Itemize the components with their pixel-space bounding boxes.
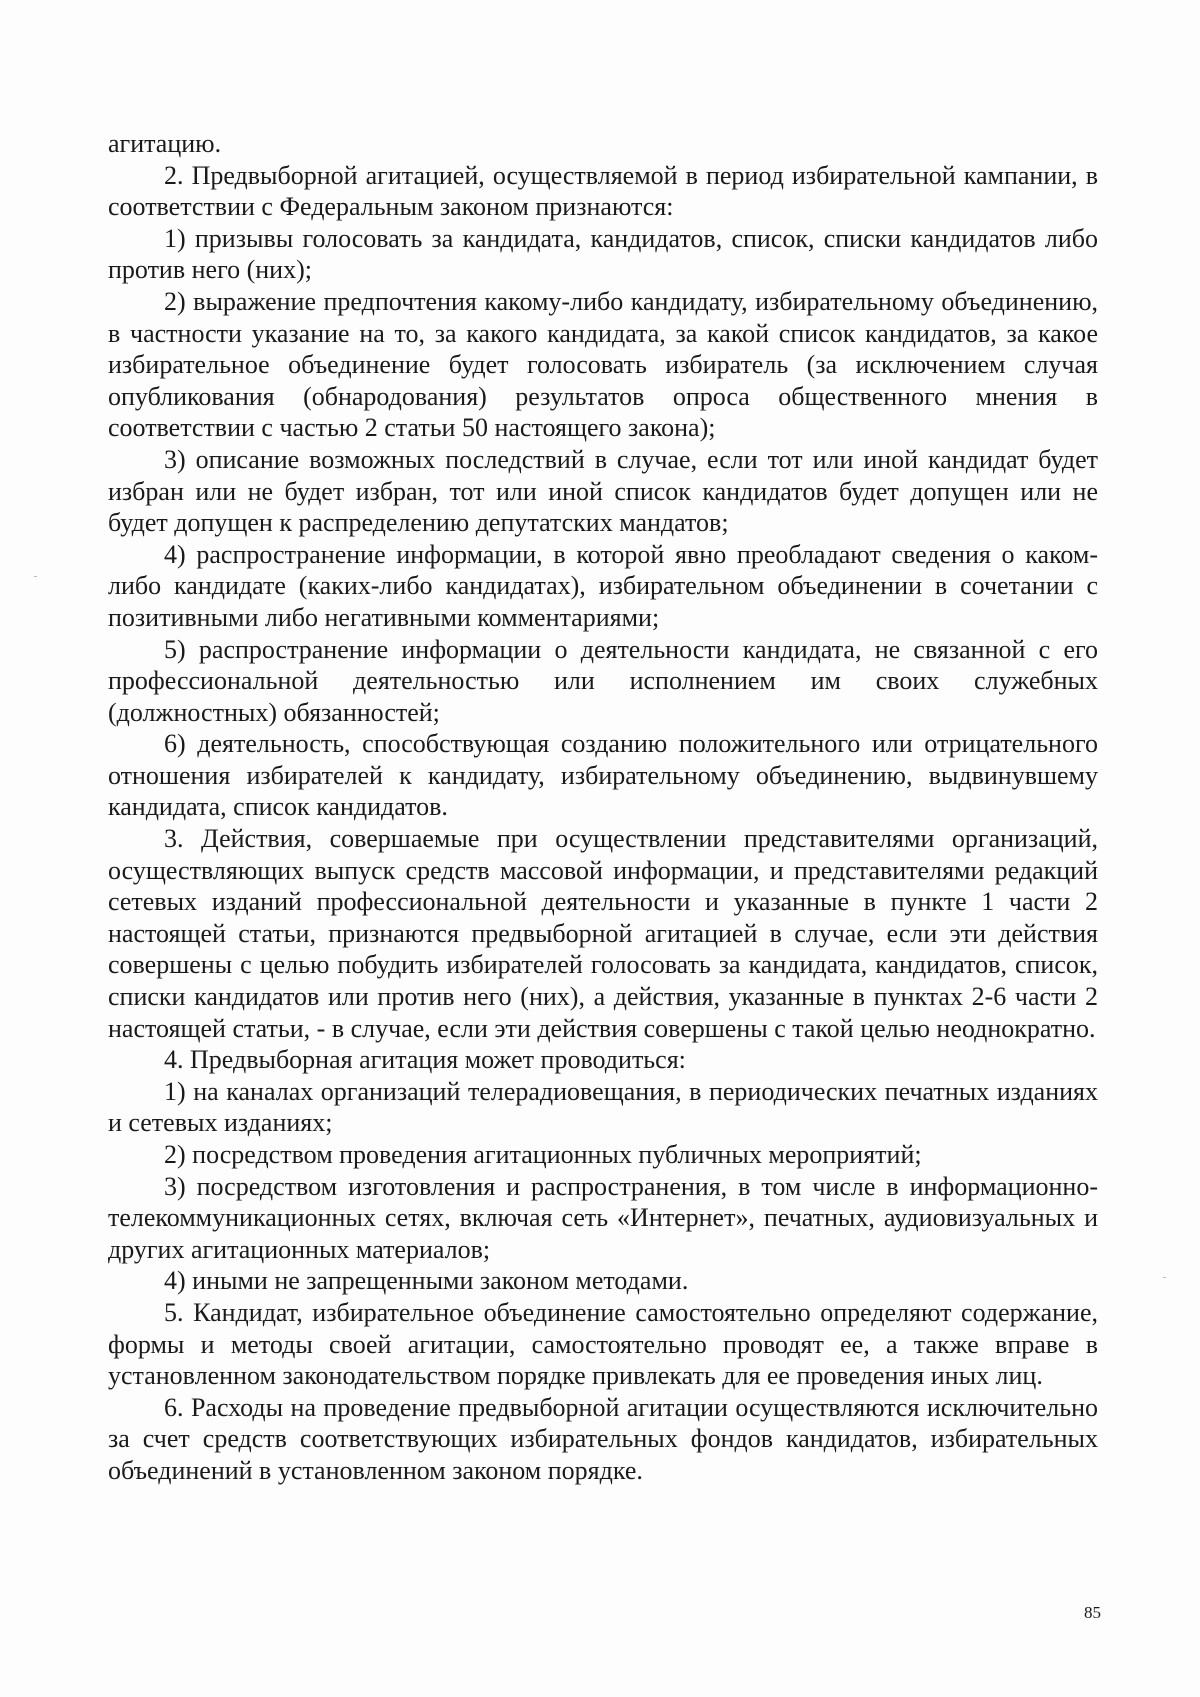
paragraph-clause-4-item-4: 4) иными не запрещенными законом методами.	[164, 1266, 689, 1296]
paragraph-item-6: 6) деятельность, способствующая созданию положительного или отрицательного отношения избирателей к кандидату, избирательному объединению, выдвинувшему кандидата, список кандидатов.	[108, 729, 1098, 822]
scan-speck	[1163, 1277, 1166, 1278]
page-number: 85	[1084, 1603, 1101, 1622]
paragraph-item-3: 3) описание возможных последствий в случае, если тот или иной кандидат будет избран или не будет избран, тот или иной список кандидатов будет допущен или не будет допущен к распределению депутатских мандатов;	[108, 444, 1098, 538]
scan-speck	[34, 576, 37, 577]
paragraph-item-1: 1) призывы голосовать за кандидата, кандидатов, список, списки кандидатов либо против него (них);	[108, 223, 1098, 285]
paragraph-item-2: 2) выражение предпочтения какому-либо кандидату, избирательному объединению, в частности указание на то, за какого кандидата, за какой список кандидатов, за какое избирательное объединение будет голосовать избиратель (за исключением случая опубликования (обнародования) результатов опроса общественного мнения в соответствии с частью 2 статьи 50 настоящего закона);	[108, 286, 1098, 443]
paragraph-clause-6: 6. Расходы на проведение предвыборной агитации осуществляются исключительно за счет средств соответствующих избирательных фондов кандидатов, избирательных объединений в установленном законом порядке.	[108, 1392, 1098, 1485]
paragraph-clause-4-item-3: 3) посредством изготовления и распространения, в том числе в информационно-телекоммуникационных сетях, включая сеть «Интернет», печатных, аудиовизуальных и других агитационных материалов;	[108, 1171, 1098, 1264]
paragraph-item-5: 5) распространение информации о деятельности кандидата, не связанной с его профессиональной деятельностью или исполнением им своих служебных (должностных) обязанностей;	[108, 634, 1098, 727]
document-body	[108, 128, 1098, 1487]
paragraph-clause-5: 5. Кандидат, избирательное объединение самостоятельно определяют содержание, формы и методы своей агитации, самостоятельно проводят ее, а также вправе в установленном законодательством порядке привлекать для ее проведения иных лиц.	[108, 1297, 1098, 1391]
paragraph-item-4: 4) распространение информации, в которой явно преобладают сведения о каком-либо кандидате (каких-либо кандидатах), избирательном объединении в сочетании с позитивными либо негативными комментариями;	[108, 539, 1098, 632]
paragraph-clause-3: 3. Действия, совершаемые при осуществлении представителями организаций, осуществляющих выпуск средств массовой информации, и представителями редакций сетевых изданий профессиональной деятельности и указанные в пункте 1 части 2 настоящей статьи, признаются предвыборной агитацией в случае, если эти действия совершены с целью побудить избирателей голосовать за кандидата, кандидатов, список, списки кандидатов или против него (них), а действия, указанные в пунктах 2-6 части 2 настоящей статьи, - в случае, если эти действия совершены с такой целью неоднократно.	[108, 824, 1098, 1043]
paragraph-continuation: агитацию.	[108, 129, 222, 158]
paragraph-clause-4: 4. Предвыборная агитация может проводиться:	[164, 1045, 686, 1075]
paragraph-clause-2: 2. Предвыборной агитацией, осуществляемой в период избирательной кампании, в соответствии с Федеральным законом признаются:	[108, 160, 1098, 222]
paragraph-clause-4-item-2: 2) посредством проведения агитационных публичных мероприятий;	[164, 1140, 922, 1169]
paragraph-clause-4-item-1: 1) на каналах организаций телерадиовещания, в периодических печатных изданиях и сетевых изданиях;	[108, 1076, 1098, 1138]
